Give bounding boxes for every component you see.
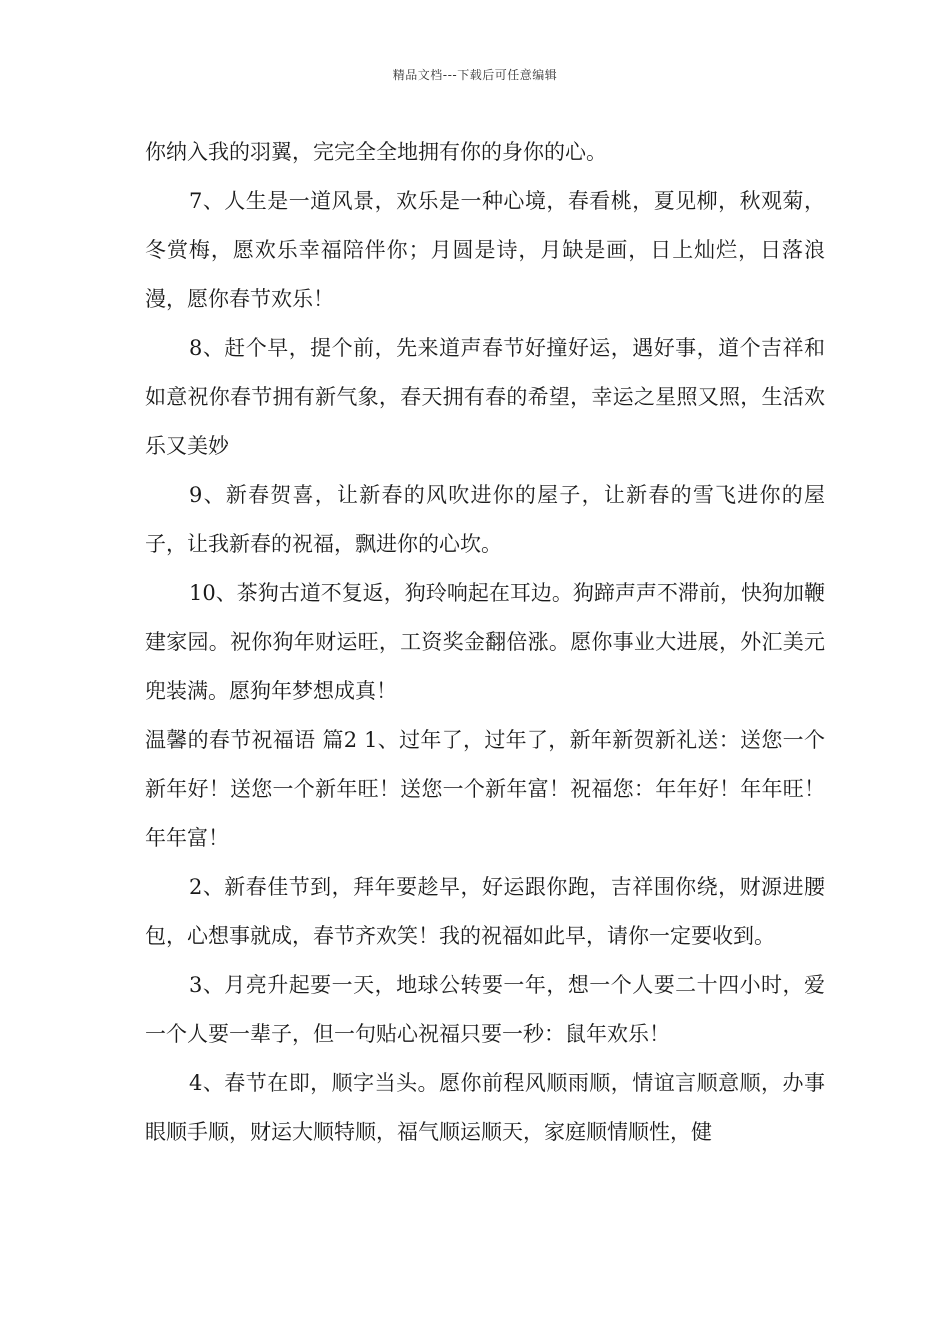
page-header: 精品文档---下载后可任意编辑 [392, 68, 558, 82]
paragraph-item-7: 7、人生是一道风景，欢乐是一种心境，春看桃，夏见柳，秋观菊，冬赏梅，愿欢乐幸福陪伴你；月圆是诗，月缺是画，日上灿烂，日落浪漫，愿你春节欢乐！ [145, 189, 825, 311]
paragraph-item-10: 10、茶狗古道不复返，狗玲响起在耳边。狗蹄声声不滞前，快狗加鞭建家园。祝你狗年财运旺，工资奖金翻倍涨。愿你事业大进展，外汇美元兜装满。愿狗年梦想成真！ [145, 581, 825, 703]
paragraph-item-8: 8、赶个早，提个前，先来道声春节好撞好运，遇好事，道个吉祥和如意祝你春节拥有新气象，春天拥有春的希望，幸运之星照又照，生活欢乐又美妙 [145, 336, 825, 458]
paragraph-item-4: 4、春节在即，顺字当头。愿你前程风顺雨顺，情谊言顺意顺，办事眼顺手顺，财运大顺特顺，福气顺运顺天，家庭顺情顺性，健 [145, 1071, 825, 1144]
section-paragraph [145, 716, 825, 863]
document-body [145, 128, 825, 1157]
paragraph-item-3: 3、月亮升起要一天，地球公转要一年，想一个人要二十四小时，爱一个人要一辈子，但一句贴心祝福只要一秒：鼠年欢乐！ [145, 973, 825, 1046]
paragraph-continuation: 你纳入我的羽翼，完完全全地拥有你的身你的心。 [145, 140, 607, 164]
paragraph-item-9: 9、新春贺喜，让新春的风吹进你的屋子，让新春的雪飞进你的屋子，让我新春的祝福，飘进你的心坎。 [145, 483, 825, 556]
section-heading: 温馨的春节祝福语 篇2 [145, 728, 358, 752]
section-first-item: 1、过年了，过年了，新年新贺新礼送：送您一个新年好！送您一个新年旺！送您一个新年富！祝福您：年年好！年年旺！年年富！ [145, 728, 825, 850]
paragraph-item-2: 2、新春佳节到，拜年要趁早，好运跟你跑，吉祥围你绕，财源进腰包，心想事就成，春节齐欢笑！我的祝福如此早，请你一定要收到。 [145, 875, 825, 948]
